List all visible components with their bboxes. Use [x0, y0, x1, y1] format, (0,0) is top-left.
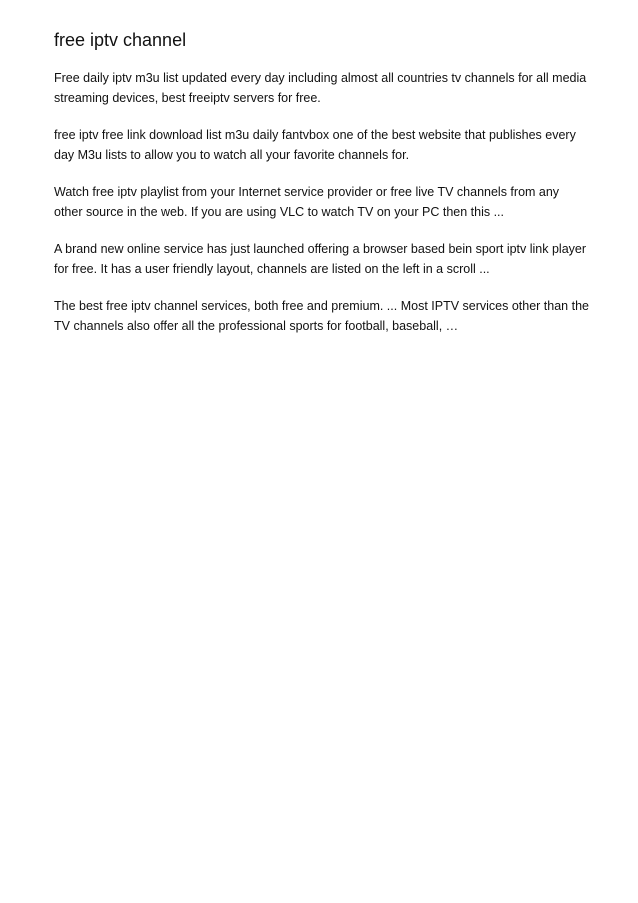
paragraph-3: Watch free iptv playlist from your Internet service provider or free live TV channels from any other source in the web. If you are using VLC to watch TV on your PC then this ...: [54, 185, 560, 219]
document-content: [54, 28, 589, 353]
document-title: free iptv channel: [54, 30, 187, 50]
paragraph-1: Free daily iptv m3u list updated every day including almost all countries tv channels for all media streaming devices, best freeiptv servers for free.: [54, 71, 587, 105]
paragraph-4: A brand new online service has just launched offering a browser based bein sport iptv link player for free. It has a user friendly layout, channels are listed on the left in a scroll ...: [54, 242, 587, 276]
paragraph-5: The best free iptv channel services, both free and premium. ... Most IPTV services other than the TV channels also offer all the professional sports for football, baseball, …: [54, 299, 589, 333]
paragraph-2: free iptv free link download list m3u daily fantvbox one of the best website that publishes every day M3u lists to allow you to watch all your favorite channels for.: [54, 128, 576, 162]
